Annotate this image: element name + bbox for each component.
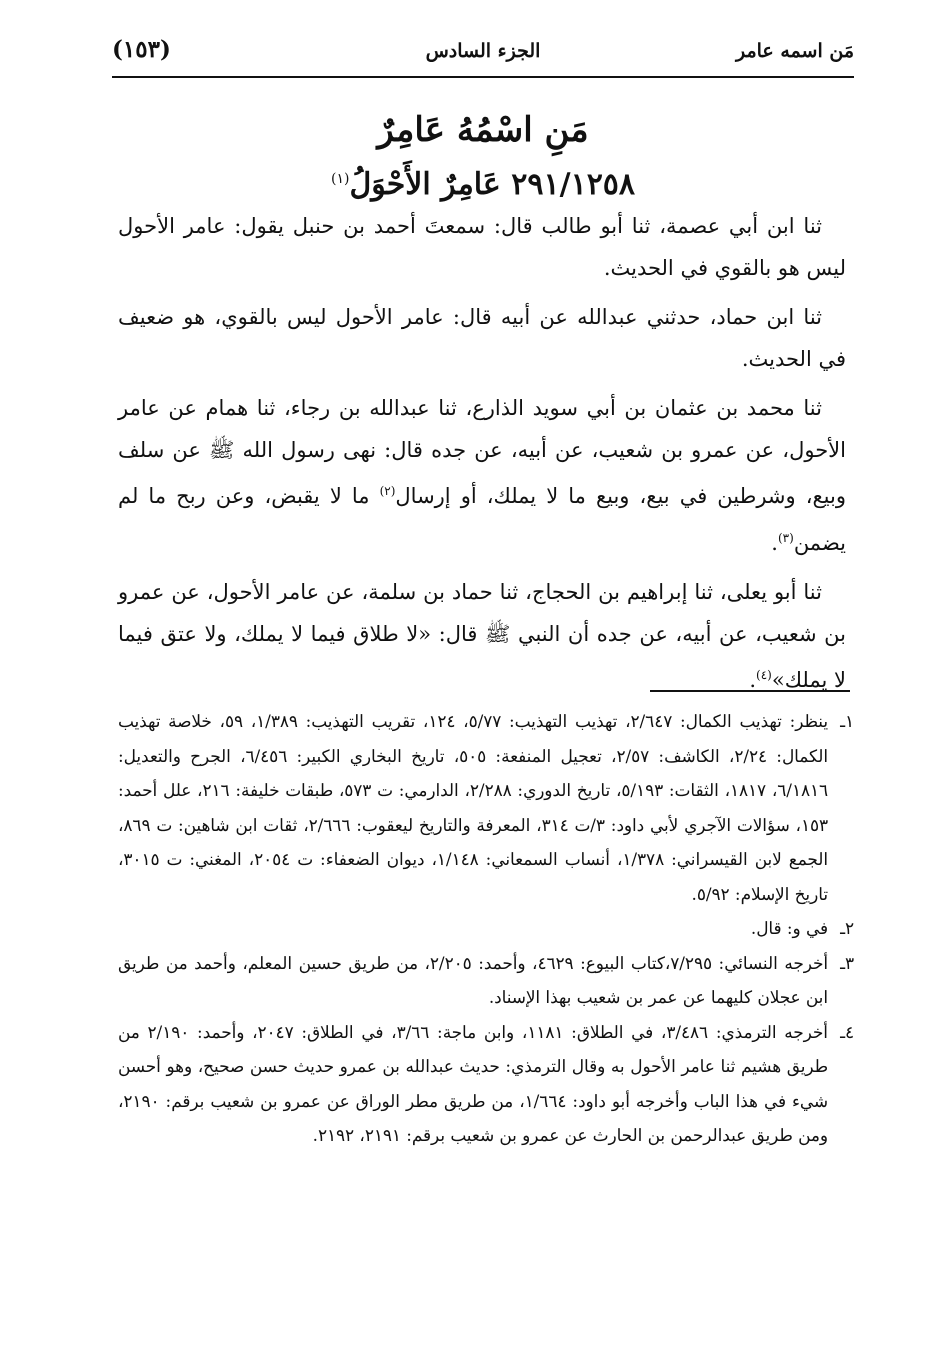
footnote (118, 946, 854, 1015)
footnote (118, 704, 854, 911)
footnote-number: ٤ـ (840, 1021, 854, 1042)
footnotes (118, 704, 854, 1153)
footnote-number: ١ـ (840, 711, 854, 731)
entry-title-text: ٢٩١/١٢٥٨ عَامِرٌ الأَحْوَلُ (349, 167, 636, 202)
footnote-number: ٢ـ (840, 918, 854, 938)
paragraph-text: ثنا محمد بن عثمان بن أبي سويد الذارع، ثنا عبدالله بن رجاء، ثنا همام عن عامر الأحول، عن عمرو بن شعيب، عن أبيه، عن جده قال: نهى رسول الله ﷺ عن سلف وبيع، وشرطين في بيع، وبيع ما لا يملك، أو إرسال (118, 396, 846, 508)
footnote-separator (650, 690, 850, 692)
footnote (118, 1015, 854, 1153)
footnote-number: ٣ـ (840, 952, 854, 973)
paragraph-text: . (771, 530, 778, 555)
main-text (118, 206, 846, 710)
page-number: (١٥٣) (112, 36, 171, 63)
paragraph (118, 572, 846, 702)
footnote-ref: (٤) (756, 668, 772, 682)
header-rule (112, 76, 854, 78)
paragraph (118, 388, 846, 564)
footnote-text: في و: قال. (750, 918, 828, 938)
entry-title (112, 158, 854, 206)
paragraph: ثنا ابن حماد، حدثني عبدالله عن أبيه قال: عامر الأحول ليس بالقوي، هو ضعيف في الحديث. (118, 305, 846, 371)
paragraph-text: ثنا أبو يعلى، ثنا إبراهيم بن الحجاج، ثنا حماد بن سلمة، عن عامر الأحول، عن عمرو بن شعيب، عن أبيه، عن جده أن النبي ﷺ قال: «لا طلاق فيما لا يملك، ولا عتق فيما لا يملك» (118, 580, 846, 692)
paragraph-text: ما لا يقبض، وعن ربح ما لم يضمن (118, 484, 846, 555)
paragraph-text: . (749, 668, 757, 692)
running-header (112, 36, 854, 76)
footnote-text: ينظر: تهذيب الكمال: ٢/٦٤٧، تهذيب التهذيب: ٥/٧٧، ١٢٤، تقريب التهذيب: ١/٣٨٩، ٥٩، خلاصة تهذيب الكمال: ٢/٢٤، الكاشف: ٢/٥٧، تعجيل المنفعة: ٥٠٥، تاريخ البخاري الكبير: ٦/٤٥٦، الجرح والتعديل: ٦/١٨١٦، ١٨١٧، الثقات: ٥/١٩٣، تاريخ الدوري: ٢/٢٨٨، الدارمي: ت ٥٧٣، طبقات خليفة: ٢١٦، علل أحمد: ١٥٣، سؤالات الآجري لأبي داود: ٣/ت ٣١٤، المعرفة والتاريخ ليعقوب: ٢/٦٦٦، ثقات ابن شاهين: ت ٨٦٩، الجمع لابن القيسراني: ١/٣٧٨، أنساب السمعاني: ١/١٤٨، ديوان الضعفاء: ت ٢٠٥٤، المغني: ت ٣٠١٥، تاريخ الإسلام: ٥/٩٢. (118, 711, 829, 904)
footnote-ref: (٢) (379, 484, 396, 498)
running-header-chapter: مَن اسمه عامر (735, 40, 854, 62)
footnote (118, 911, 854, 946)
running-header-volume: الجزء السادس (425, 40, 541, 62)
section-title: مَنِ اسْمُهُ عَامِرٌ (377, 110, 589, 150)
footnote-text: أخرجه النسائي: ٧/٢٩٥،كتاب البيوع: ٤٦٢٩، وأحمد: ٢/٢٠٥، من طريق حسين المعلم، وأحمد من طريق ابن عجلان كليهما عن عمر بن شعيب بهذا الإسناد. (118, 952, 828, 1007)
footnote-ref: (٣) (777, 530, 794, 545)
entry-footnote-ref: (١) (330, 171, 350, 187)
footnote-text: أخرجه الترمذي: ٣/٤٨٦، في الطلاق: ١١٨١، وابن ماجة: ٣/٦٦، في الطلاق: ٢٠٤٧، وأحمد: ٢/١٩٠ من طريق هشيم ثنا عامر الأحول به وقال الترمذي: حديث عبدالله بن عمرو حديث حسن صحيح، وهو أحسن شيء في هذا الباب وأخرجه أبو داود: ١/٦٦٤، من طريق مطر الوراق عن عمرو بن شعيب برقم: ٢١٩٠، ومن طريق عبدالرحمن بن الحارث عن عمرو بن شعيب برقم: ٢١٩١، ٢١٩٢. (118, 1021, 828, 1145)
paragraph: ثنا ابن أبي عصمة، ثنا أبو طالب قال: سمعتَ أحمد بن حنبل يقول: عامر الأحول ليس هو بالقوي في الحديث. (118, 214, 846, 280)
